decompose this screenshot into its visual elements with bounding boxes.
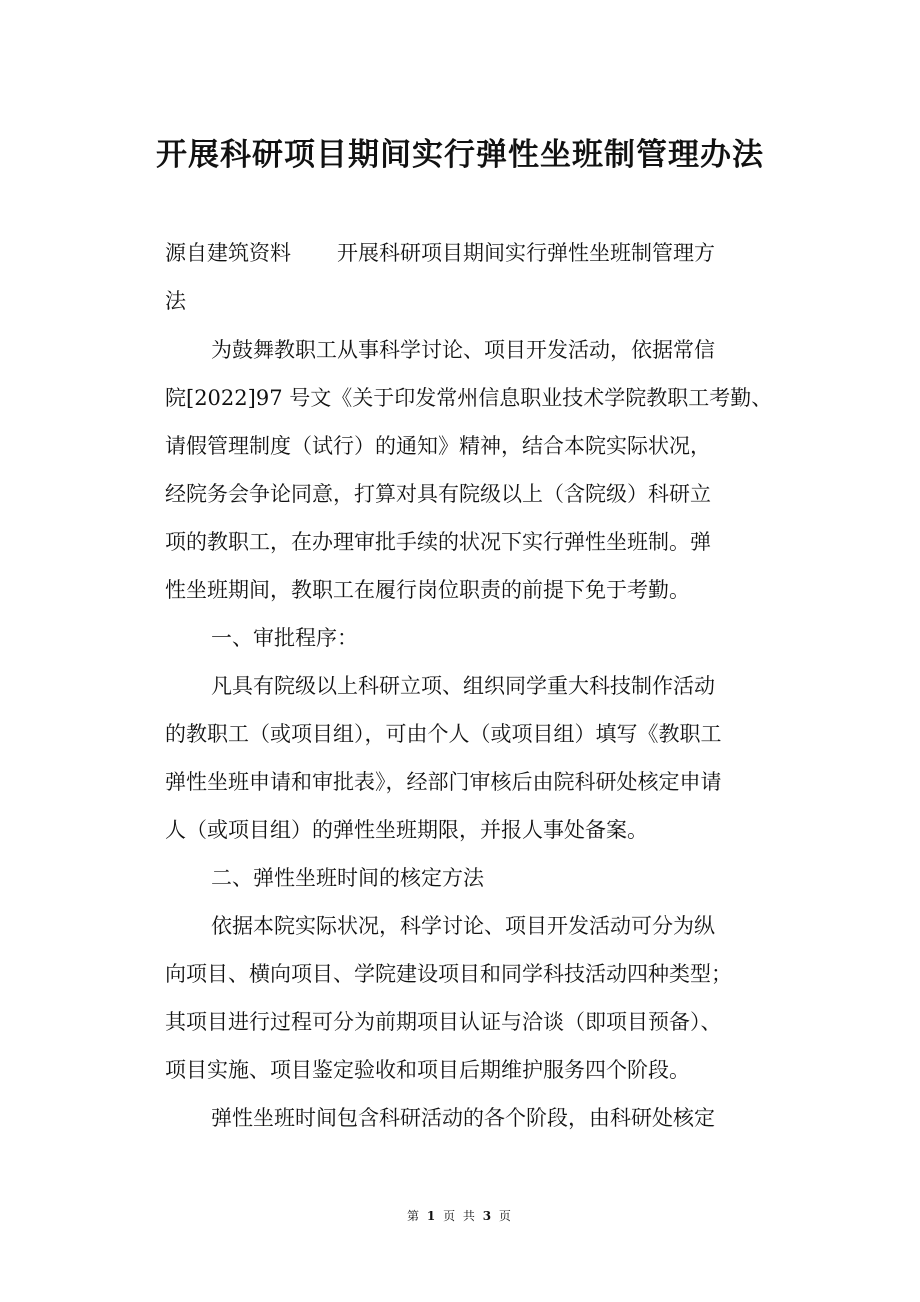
document-title: 开展科研项目期间实行弹性坐班制管理办法 xyxy=(156,137,764,173)
paragraph-line: 项目实施、项目鉴定验收和项目后期维护服务四个阶段。 xyxy=(165,1058,690,1082)
total-pages-number: 3 xyxy=(482,1209,494,1223)
paragraph-line: 请假管理制度（试行）的通知》精神，结合本院实际状况， xyxy=(165,434,711,458)
paragraph-line: 的教职工（或项目组），可由个人（或项目组）填写《教职工 xyxy=(165,722,722,746)
paragraph-line: 凡具有院级以上科研立项、组织同学重大科技制作活动 xyxy=(211,674,715,698)
section-heading: 一、审批程序： xyxy=(211,626,358,650)
paragraph-line: 依据本院实际状况，科学讨论、项目开发活动可分为纵 xyxy=(211,914,715,938)
paragraph-line: 其项目进行过程可分为前期项目认证与洽谈（即项目预备）、 xyxy=(165,1010,722,1034)
source-title-continued: 法 xyxy=(165,289,186,313)
current-page-number: 1 xyxy=(426,1209,438,1223)
footer-prefix: 第 xyxy=(407,1209,422,1223)
source-title: 开展科研项目期间实行弹性坐班制管理方 xyxy=(337,241,715,265)
paragraph-line: 向项目、横向项目、学院建设项目和同学科技活动四种类型； xyxy=(165,962,732,986)
source-label: 源自建筑资料 xyxy=(165,241,291,265)
footer-middle: 页 共 xyxy=(443,1209,477,1223)
paragraph-line: 项的教职工，在办理审批手续的状况下实行弹性坐班制。弹 xyxy=(165,530,711,554)
paragraph-line: 经院务会争论同意，打算对具有院级以上（含院级）科研立 xyxy=(165,482,711,506)
paragraph-line: 为鼓舞教职工从事科学讨论、项目开发活动，依据常信 xyxy=(211,338,715,362)
paragraph-line: 弹性坐班申请和审批表》，经部门审核后由院科研处核定申请 xyxy=(165,770,722,794)
paragraph-line: 弹性坐班时间包含科研活动的各个阶段，由科研处核定 xyxy=(211,1106,715,1130)
paragraph-line: 人（或项目组）的弹性坐班期限，并报人事处备案。 xyxy=(165,818,648,842)
paragraph-line: 院[2022]97 号文《关于印发常州信息职业技术学院教职工考勤、 xyxy=(165,386,773,410)
source-line xyxy=(165,237,715,269)
page-footer xyxy=(0,1207,920,1225)
section-heading: 二、弹性坐班时间的核定方法 xyxy=(211,866,484,890)
footer-suffix: 页 xyxy=(498,1209,513,1223)
paragraph-line: 性坐班期间，教职工在履行岗位职责的前提下免于考勤。 xyxy=(165,578,690,602)
